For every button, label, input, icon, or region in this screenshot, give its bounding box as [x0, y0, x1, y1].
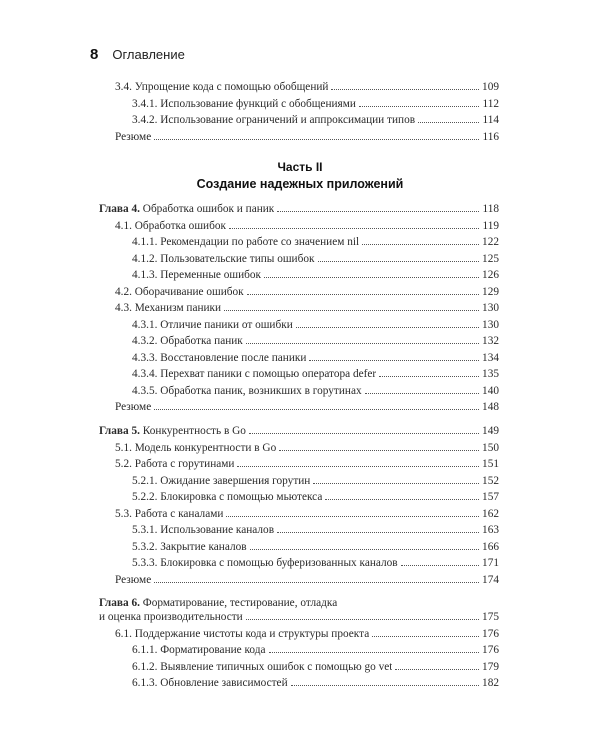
- toc-entry-page: 148: [482, 401, 499, 413]
- toc-entry-title: 5.3.2. Закрытие каналов: [132, 540, 247, 553]
- toc-chapter-6: [99, 597, 499, 693]
- toc-entry-page: 162: [482, 507, 499, 520]
- chapter-title: Обработка ошибок и паник: [142, 203, 275, 215]
- toc-leader: [296, 327, 479, 328]
- toc-entry-title: 4.2. Оборачивание ошибок: [115, 285, 244, 298]
- toc-leader: [226, 516, 479, 517]
- toc-entry-page: 129: [482, 285, 499, 298]
- toc-entry-page: 151: [482, 458, 499, 470]
- toc-entry-page: 116: [482, 130, 499, 143]
- toc-entry-title: 4.3.5. Обработка паник, возникших в горутинах: [132, 384, 362, 397]
- part-title: Создание надежных приложений: [196, 177, 404, 191]
- toc-leader: [325, 499, 479, 500]
- part-label: Часть II: [277, 160, 323, 174]
- toc-entry-page: 157: [482, 491, 499, 503]
- toc-entry-title: 6.1.3. Обновление зависимостей: [132, 677, 288, 689]
- chapter-prefix: Глава 4.: [99, 203, 140, 215]
- toc-leader: [277, 532, 479, 533]
- toc-entry[interactable]: [99, 400, 499, 417]
- toc-chapter-entry-line2[interactable]: [99, 610, 499, 627]
- toc-entry-page: 149: [482, 425, 499, 437]
- toc-leader: [362, 244, 479, 245]
- toc-entry-title: 5.3. Работа с каналами: [115, 507, 224, 520]
- toc-entry-page: 109: [482, 81, 499, 93]
- toc-leader: [277, 211, 479, 212]
- toc-entry-page: 114: [482, 114, 499, 126]
- toc-leader: [359, 106, 480, 107]
- running-head: Оглавление: [112, 47, 185, 62]
- toc-entry-page: 122: [482, 236, 499, 248]
- toc-section-3-4: [99, 80, 499, 146]
- toc-entry-title: 4.3.4. Перехват паники с помощью оператора defer: [132, 368, 377, 380]
- toc-entry-title: 6.1. Поддержание чистоты кода и структуры проекта: [115, 627, 370, 640]
- toc-entry-page: 179: [482, 660, 499, 673]
- toc-entry[interactable]: [99, 540, 499, 557]
- toc-entry-title: Резюме: [115, 573, 152, 586]
- toc-entry[interactable]: [99, 384, 499, 401]
- toc-chapter-5: [99, 424, 499, 589]
- toc-entry-title: 4.1.2. Пользовательские типы ошибок: [132, 252, 315, 265]
- chapter-title-line2: и оценка производительности: [99, 611, 243, 623]
- toc-entry[interactable]: [99, 268, 499, 285]
- toc-entry-title: 5.1. Модель конкурентности в Go: [115, 441, 277, 454]
- toc-entry-title: 4.3.1. Отличие паники от ошибки: [132, 318, 293, 331]
- toc-entry-title: 5.3.1. Использование каналов: [132, 524, 275, 536]
- toc-entry-page: 175: [482, 611, 499, 623]
- toc-entry-title: 4.1. Обработка ошибок: [115, 219, 226, 232]
- toc-entry-page: 119: [482, 219, 499, 232]
- toc-entry-page: 130: [482, 318, 499, 331]
- toc-leader: [247, 294, 479, 295]
- chapter-title-line1: Форматирование, тестирование, отладка: [142, 597, 338, 609]
- toc-leader: [401, 565, 479, 566]
- toc-leader: [249, 433, 479, 434]
- toc-entry-title: 4.1.3. Переменные ошибок: [132, 269, 262, 281]
- toc-entry-page: 163: [482, 524, 499, 536]
- toc-leader: [250, 549, 479, 550]
- toc-entry[interactable]: [99, 676, 499, 693]
- toc-entry-page: 166: [482, 540, 499, 553]
- toc-entry[interactable]: [99, 523, 499, 540]
- toc-entry[interactable]: [99, 556, 499, 573]
- toc-leader: [291, 685, 479, 686]
- toc-entry[interactable]: [99, 113, 499, 130]
- toc-chapter-4: [99, 202, 499, 417]
- toc-entry-page: 176: [482, 627, 499, 640]
- toc-leader: [331, 89, 479, 90]
- toc-entry[interactable]: [99, 318, 499, 335]
- toc-entry-title: Резюме: [115, 130, 152, 143]
- toc-chapter-entry-line1[interactable]: [99, 597, 499, 610]
- toc-entry[interactable]: [99, 351, 499, 368]
- toc-entry-title: 5.2.1. Ожидание завершения горутин: [132, 474, 311, 487]
- toc-entry[interactable]: [99, 367, 499, 384]
- toc-leader: [229, 228, 480, 229]
- toc-entry-page: 132: [482, 335, 499, 347]
- toc-entry-page: 171: [482, 557, 499, 569]
- toc-leader: [246, 619, 479, 620]
- toc-entry-page: 112: [482, 97, 499, 110]
- toc-entry[interactable]: [99, 219, 499, 236]
- toc-entry-page: 118: [482, 203, 499, 215]
- toc-entry-title: 5.2. Работа с горутинами: [115, 458, 235, 470]
- toc-entry-title: 4.3.2. Обработка паник: [132, 335, 243, 347]
- toc-entry[interactable]: [99, 80, 499, 97]
- toc-entry[interactable]: [99, 660, 499, 677]
- toc-leader: [395, 669, 479, 670]
- toc-entry[interactable]: [99, 334, 499, 351]
- toc-entry-page: 150: [482, 441, 499, 454]
- toc-entry[interactable]: [99, 301, 499, 318]
- toc-entry-title: 3.4. Упрощение кода с помощью обобщений: [115, 81, 329, 93]
- toc-entry-title: 3.4.2. Использование ограничений и аппроксимации типов: [132, 114, 416, 126]
- page-number: 8: [90, 46, 99, 63]
- toc-entry[interactable]: [99, 441, 499, 458]
- toc-leader: [269, 652, 480, 653]
- toc-entry-page: 182: [482, 677, 499, 689]
- toc-entry-title: 4.3.3. Восстановление после паники: [132, 351, 307, 364]
- chapter-prefix: Глава 5.: [99, 425, 140, 437]
- toc-leader: [246, 343, 479, 344]
- toc-leader: [154, 582, 479, 583]
- toc-leader: [154, 409, 479, 410]
- toc-entry-page: 152: [482, 474, 499, 487]
- page-header: [90, 46, 185, 63]
- toc-entry-page: 125: [482, 252, 499, 265]
- toc-leader: [279, 450, 479, 451]
- toc-leader: [313, 483, 479, 484]
- toc-leader: [379, 376, 479, 377]
- toc-leader: [372, 636, 479, 637]
- toc-entry[interactable]: [99, 490, 499, 507]
- toc-entry-title: 5.3.3. Блокировка с помощью буферизованных каналов: [132, 557, 398, 569]
- toc-entry[interactable]: [99, 235, 499, 252]
- toc-entry[interactable]: [99, 130, 499, 147]
- toc-entry-page: 135: [482, 368, 499, 380]
- toc-entry[interactable]: [99, 474, 499, 491]
- toc-entry[interactable]: [99, 285, 499, 302]
- toc-entry-page: 176: [482, 644, 499, 656]
- toc-entry-title: 5.2.2. Блокировка с помощью мьютекса: [132, 491, 323, 503]
- toc-entry[interactable]: [99, 627, 499, 644]
- toc-entry-page: 174: [482, 573, 499, 586]
- toc-entry-page: 140: [482, 384, 499, 397]
- toc-entry[interactable]: [99, 643, 499, 660]
- toc-leader: [309, 360, 479, 361]
- toc-leader: [237, 466, 479, 467]
- toc-entry[interactable]: [99, 507, 499, 524]
- toc-chapter-entry[interactable]: [99, 424, 499, 441]
- toc-entry[interactable]: [99, 573, 499, 590]
- toc-entry-page: 126: [482, 269, 499, 281]
- toc-leader: [418, 122, 479, 123]
- toc-entry-page: 134: [482, 351, 499, 364]
- toc-chapter-entry[interactable]: [99, 202, 499, 219]
- toc-entry[interactable]: [99, 97, 499, 114]
- toc-entry-title: 4.1.1. Рекомендации по работе со значением nil: [132, 236, 360, 248]
- chapter-title: Конкурентность в Go: [142, 425, 246, 437]
- toc-leader: [224, 310, 479, 311]
- toc-entry-title: Резюме: [115, 401, 152, 413]
- toc-leader: [365, 393, 479, 394]
- toc-entry-title: 4.3. Механизм паники: [115, 302, 222, 314]
- toc-entry[interactable]: [99, 457, 499, 474]
- toc-leader: [318, 261, 480, 262]
- chapter-prefix: Глава 6.: [99, 597, 140, 609]
- toc-entry-title: 6.1.1. Форматирование кода: [132, 644, 266, 656]
- toc-leader: [154, 139, 479, 140]
- toc-entry-title: 6.1.2. Выявление типичных ошибок с помощью go vet: [132, 660, 393, 673]
- toc-entry-page: 130: [482, 302, 499, 314]
- toc-leader: [264, 277, 479, 278]
- toc-entry[interactable]: [99, 252, 499, 269]
- toc-entry-title: 3.4.1. Использование функций с обобщениями: [132, 97, 356, 110]
